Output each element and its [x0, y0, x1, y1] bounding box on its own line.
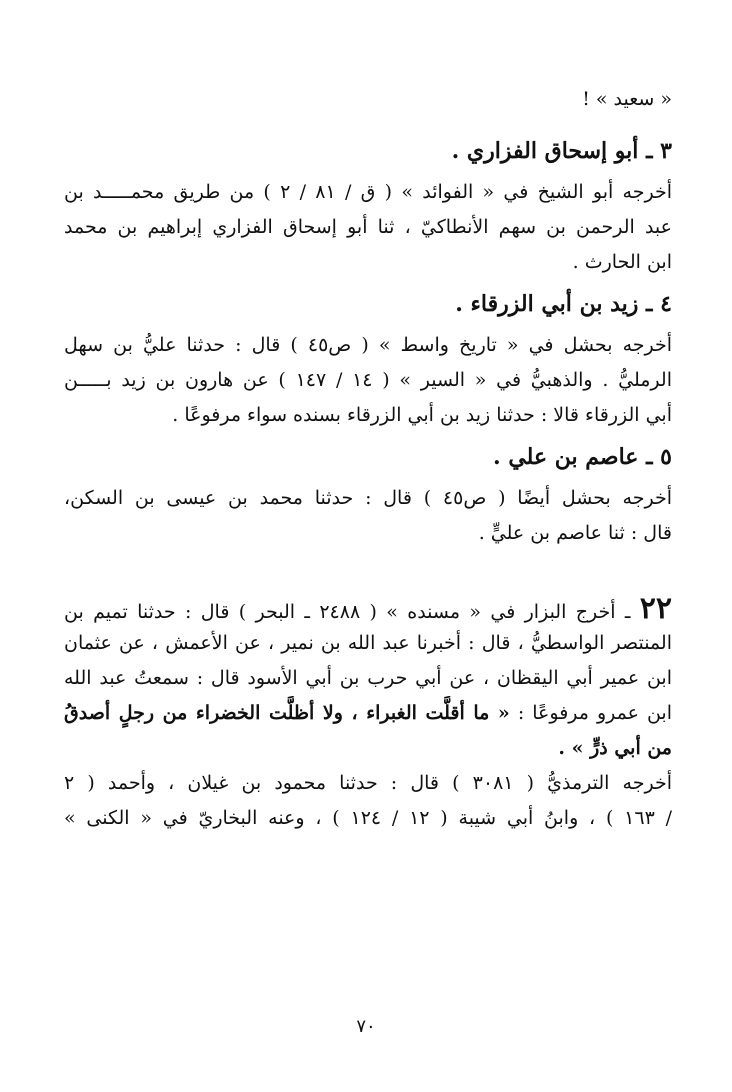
text-segment: ـ أخرج البزار في « مسنده » ( ٢٤٨٨ ـ البحر ) قال : حدثنا تميم بن — [64, 601, 640, 623]
hadith-number: ٢٢ — [639, 591, 672, 626]
page-body — [64, 82, 672, 836]
hadith-matn: « ما أقلَّت الغبراء ، ولا أظلَّت الخضراء من رجلٍ أصدقُ — [64, 702, 510, 724]
text-line: أخرجه بحشل أيضًا ( ص٤٥ ) قال : حدثنا محمد بن عيسى بن السكن، — [64, 487, 672, 509]
text-line: / ١٦٣ ) ، وابنُ أبي شيبة ( ١٢ / ١٢٤ ) ، وعنه البخاريّ في « الكنى » — [64, 807, 672, 829]
text-line: « سعيد » ! — [582, 88, 672, 110]
text-line: ابن عمير أبي اليقظان ، عن أبي حرب بن أبي الأسود قال : سمعتُ عبد الله — [64, 667, 672, 689]
text-line: أبي الزرقاء قالا : حدثنا زيد بن أبي الزرقاء بسنده سواء مرفوعًا . — [172, 404, 672, 426]
section-heading-4: ٤ ـ زيد بن أبي الزرقاء . — [455, 291, 672, 317]
text-line: ابن الحارث . — [572, 251, 672, 273]
text-line: أخرجه بحشل في « تاريخ واسط » ( ص٤٥ ) قال : حدثنا عليُّ بن سهل — [64, 334, 672, 356]
hadith-matn-end: من أبي ذرٍّ » . — [558, 737, 672, 759]
text-line: الرمليُّ . والذهبيُّ في « السير » ( ١٤ / ١٤٧ ) عن هارون بن زيد بـــــن — [64, 369, 672, 391]
hadith-text-line — [64, 696, 672, 731]
text-line: المنتصر الواسطيُّ ، قال : أخبرنا عبد الله بن نمير ، عن الأعمش ، عن عثمان — [64, 632, 672, 654]
section-heading-3: ٣ ـ أبو إسحاق الفزاري . — [451, 138, 672, 164]
section-heading-5: ٥ ـ عاصم بن علي . — [493, 444, 672, 470]
page-number: ٧٠ — [356, 1016, 376, 1037]
text-line: قال : ثنا عاصم بن عليٍّ . — [478, 522, 672, 544]
text-line: أخرجه الترمذيُّ ( ٣٠٨١ ) قال : حدثنا محمود بن غيلان ، وأحمد ( ٢ — [64, 772, 672, 794]
hadith-first-line — [64, 591, 672, 626]
text-line: أخرجه أبو الشيخ في « الفوائد » ( ق / ٨١ / ٢ ) من طريق محمـــــد بن — [64, 181, 672, 203]
text-line: عبد الرحمن بن سهم الأنطاكيّ ، ثنا أبو إسحاق الفزاري إبراهيم بن محمد — [64, 216, 672, 238]
text-segment: ابن عمرو مرفوعًا : — [509, 702, 672, 724]
